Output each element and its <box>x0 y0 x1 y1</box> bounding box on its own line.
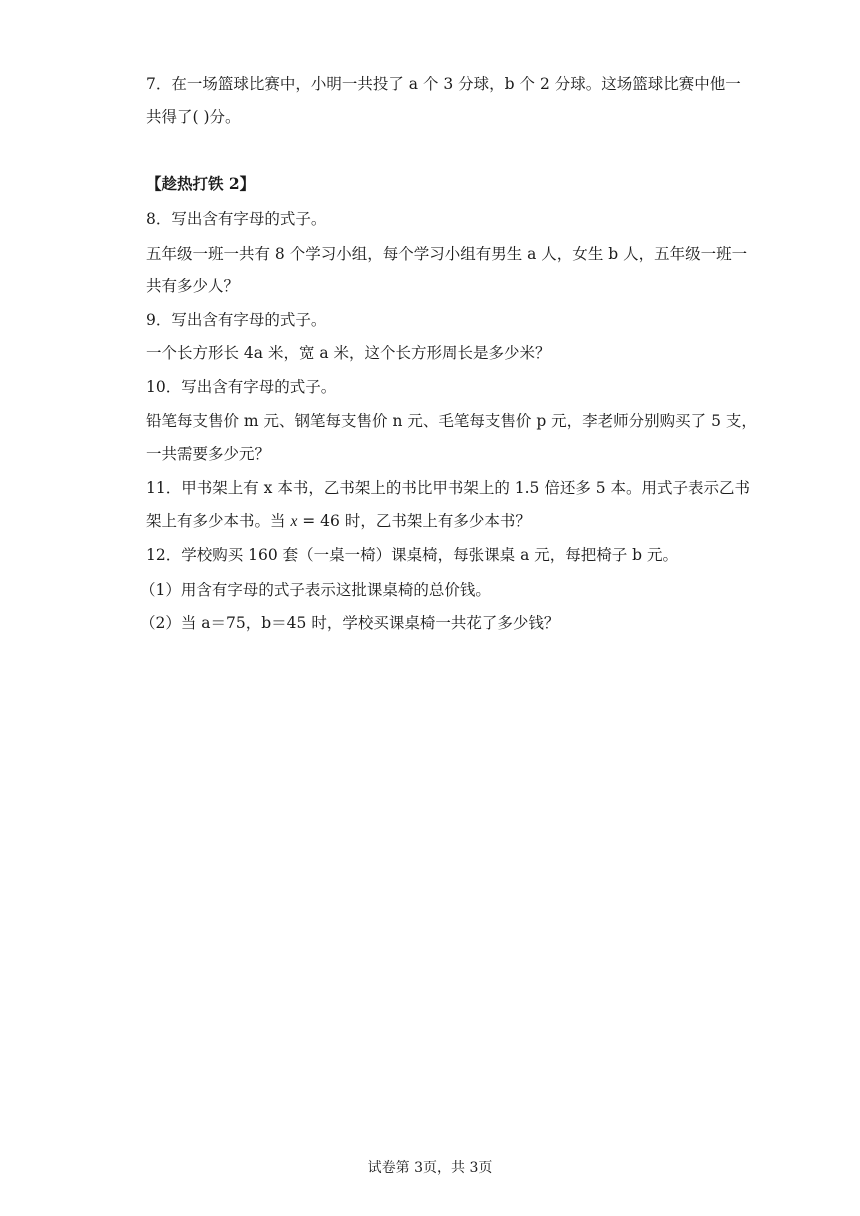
question-11-line-2-after: = 46 时，乙书架上有多少本书？ <box>297 512 531 530</box>
section-title: 【趁热打铁 2】 <box>146 174 256 193</box>
variable-x: x <box>290 513 298 530</box>
question-8-line-1: 五年级一班一共有 8 个学习小组，每个学习小组有男生 a 人，女生 b 人，五年级一班一 <box>146 245 748 263</box>
question-8-line-2: 共有多少人？ <box>146 277 240 295</box>
question-12-part-1: （1）用含有字母的式子表示这批课桌椅的总价钱。 <box>140 581 491 599</box>
question-9-prompt: 9．写出含有字母的式子。 <box>146 311 327 329</box>
question-11-line-2-before: 架上有多少本书。当 <box>146 512 291 530</box>
question-10-line-2: 一共需要多少元？ <box>146 445 271 463</box>
page-footer: 试卷第 3页，共 3页 <box>367 1160 493 1176</box>
question-7-line-1: 7．在一场篮球比赛中，小明一共投了 a 个 3 分球，b 个 2 分球。这场篮球比赛中他一 <box>146 75 741 93</box>
question-10-line-1: 铅笔每支售价 m 元、钢笔每支售价 n 元、毛笔每支售价 p 元，李老师分别购买了 5 支， <box>146 412 757 430</box>
question-11-line-2 <box>146 511 531 532</box>
question-12-line-1: 12．学校购买 160 套（一桌一椅）课桌椅，每张课桌 a 元，每把椅子 b 元。 <box>146 546 679 564</box>
question-12-part-2: （2）当 a＝75，b＝45 时，学校买课桌椅一共花了多少钱？ <box>140 614 560 632</box>
question-7-line-2: 共得了( )分。 <box>146 108 241 126</box>
question-11-line-1: 11．甲书架上有 x 本书，乙书架上的书比甲书架上的 1.5 倍还多 5 本。用式子表示乙书 <box>146 479 751 497</box>
question-9-line-1: 一个长方形长 4a 米，宽 a 米，这个长方形周长是多少米？ <box>146 344 551 362</box>
question-10-prompt: 10．写出含有字母的式子。 <box>146 378 337 396</box>
question-8-prompt: 8．写出含有字母的式子。 <box>146 210 327 228</box>
